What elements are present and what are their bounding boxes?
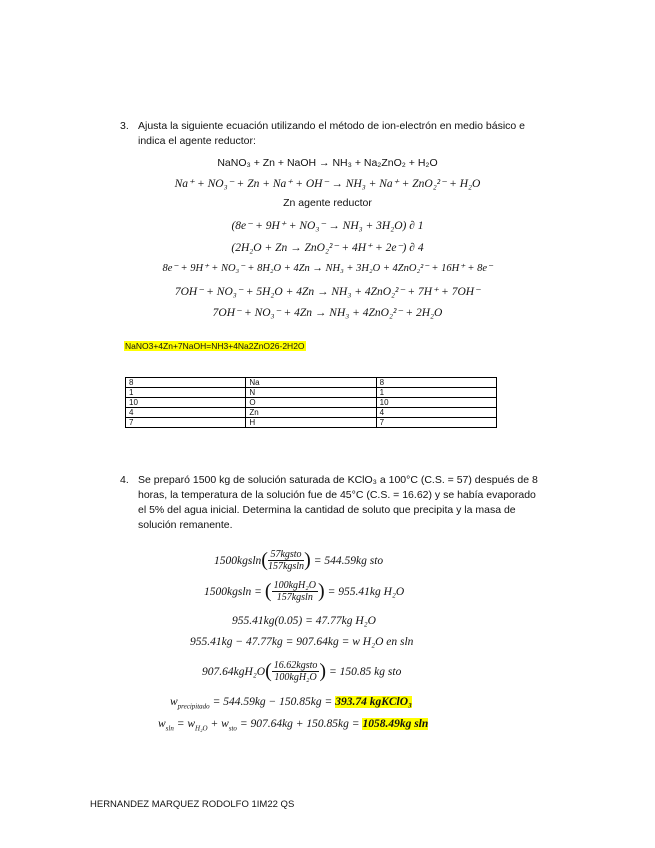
calc6-mid: = 544.59kg − 150.85kg =	[209, 696, 336, 708]
q4-number: 4.	[120, 474, 129, 486]
table-cell: 8	[376, 378, 496, 388]
q3-reducing-agent: Zn agente reductor	[283, 197, 372, 209]
table-cell: Na	[246, 378, 376, 388]
table-cell: 1	[376, 388, 496, 398]
calc2-denominator: 157kgsln	[276, 592, 313, 603]
calc5-denominator: 100kgH₂O	[274, 672, 317, 683]
footer-author: HERNANDEZ MARQUEZ RODOLFO 1IM22 QS	[90, 799, 295, 810]
table-cell: 7	[376, 418, 496, 428]
table-row	[126, 378, 497, 388]
calc6-w: w	[170, 696, 178, 708]
q4-calc-5: 907.64kgH₂O ( 16.62kgsto 100kgH₂O ) = 150.85 kg sto	[202, 660, 402, 683]
q4-text-line4: solución remanente.	[138, 519, 233, 531]
calc5-right: = 150.85 kg sto	[329, 665, 402, 678]
calc7-mid: = w	[173, 718, 196, 730]
calc5-numerator: 16.62kgsto	[273, 660, 318, 671]
table-cell: 10	[126, 398, 246, 408]
calc2-fraction	[272, 580, 318, 603]
q4-text-line1: Se preparó 1500 kg de solución saturada de KClO₃ a 100°C (C.S. = 57) después de 8	[138, 474, 538, 486]
calc7-subscript: sln	[165, 724, 174, 733]
calc7-mid-2: + w	[207, 718, 229, 730]
calc7-subscript-3: sto	[228, 724, 237, 733]
q3-half-reaction-1: (8e⁻ + 9H⁺ + NO₃⁻ → NH₃ + 3H₂O) ∂ 1	[231, 220, 424, 232]
table-row	[126, 408, 497, 418]
q3-sum-3: 7OH⁻ + NO₃⁻ + 4Zn → NH₃ + 4ZnO₂²⁻ + 2H₂O	[212, 307, 443, 319]
table-row	[126, 418, 497, 428]
q3-ionic-equation: Na⁺ + NO₃⁻ + Zn + Na⁺ + OH⁻ → NH₃ + Na⁺ + ZnO₂²⁻ + H₂O	[174, 178, 481, 190]
q4-calc-3: 955.41kg(0.05) = 47.77kg H₂O	[232, 615, 376, 627]
q4-text-line2: horas, la temperatura de la solución fue de 45°C (C.S. = 16.62) y se había evaporado	[138, 489, 536, 501]
table-cell: 8	[126, 378, 246, 388]
q4-calc-7	[158, 718, 428, 732]
q4-calc-2: 1500kgsln = ( 100kgH₂O 157kgsln ) = 955.41kg H₂O	[204, 580, 405, 603]
table-cell: Zn	[246, 408, 376, 418]
calc2-right: = 955.41kg H₂O	[327, 585, 405, 598]
calc1-right: = 544.59kg sto	[313, 554, 384, 567]
calc7-answer: 1058.49kg sln	[362, 718, 429, 730]
table-cell: 10	[376, 398, 496, 408]
table-cell: H	[246, 418, 376, 428]
q4-calc-6	[170, 696, 412, 710]
q3-balanced-highlight: NaNO3+4Zn+7NaOH=NH3+4Na2ZnO26-2H2O	[125, 341, 305, 351]
table-cell: 7	[126, 418, 246, 428]
q3-half-reaction-2: (2H₂O + Zn → ZnO₂²⁻ + 4H⁺ + 2e⁻) ∂ 4	[231, 242, 424, 254]
calc2-numerator: 100kgH₂O	[273, 580, 316, 591]
q3-sum-2: 7OH⁻ + NO₃⁻ + 5H₂O + 4Zn → NH₃ + 4ZnO₂²⁻ + 7H⁺ + 7OH⁻	[174, 286, 481, 298]
table-cell: 1	[126, 388, 246, 398]
calc5-left: 907.64kgH₂O	[202, 665, 266, 678]
table-cell: N	[246, 388, 376, 398]
calc1-denominator: 157kgsln	[267, 561, 305, 572]
table-row	[126, 388, 497, 398]
calc6-subscript: precipitado	[177, 702, 210, 711]
calc7-w: w	[158, 718, 166, 730]
q4-calc-1: 1500kgsln ( 57kgsto 157kgsln ) = 544.59kg sto	[214, 549, 384, 572]
calc1-fraction	[268, 549, 304, 572]
q3-equation: NaNO₃ + Zn + NaOH → NH₃ + Na₂ZnO₂ + H₂O	[217, 157, 438, 169]
table-cell: O	[246, 398, 376, 408]
q3-balance-table	[125, 377, 497, 428]
calc1-numerator: 57kgsto	[270, 549, 302, 560]
table-cell: 4	[376, 408, 496, 418]
q3-sum-1: 8e⁻ + 9H⁺ + NO₃⁻ + 8H₂O + 4Zn → NH₃ + 3H₂O + 4ZnO₂²⁻ + 16H⁺ + 8e⁻	[162, 263, 493, 274]
q3-number: 3.	[120, 120, 129, 132]
calc1-left: 1500kgsln	[214, 554, 262, 567]
q4-calc-4: 955.41kg − 47.77kg = 907.64kg = w H₂O en sln	[190, 636, 414, 648]
q4-text-line3: el 5% del agua inicial. Determina la cantidad de soluto que precipita y la masa de	[138, 504, 516, 516]
q3-text-line1: Ajusta la siguiente ecuación utilizando el método de ion-electrón en medio básico e	[138, 120, 525, 132]
calc5-fraction	[272, 660, 320, 683]
calc6-answer: 393.74 kgKClO₃	[335, 696, 413, 708]
table-row	[126, 398, 497, 408]
table-cell: 4	[126, 408, 246, 418]
q3-text-line2: indica el agente reductor:	[138, 135, 256, 147]
calc2-left: 1500kgsln =	[204, 585, 262, 598]
calc7-subscript-2: H₂O	[195, 724, 208, 733]
calc7-mid-3: = 907.64kg + 150.85kg =	[236, 718, 363, 730]
